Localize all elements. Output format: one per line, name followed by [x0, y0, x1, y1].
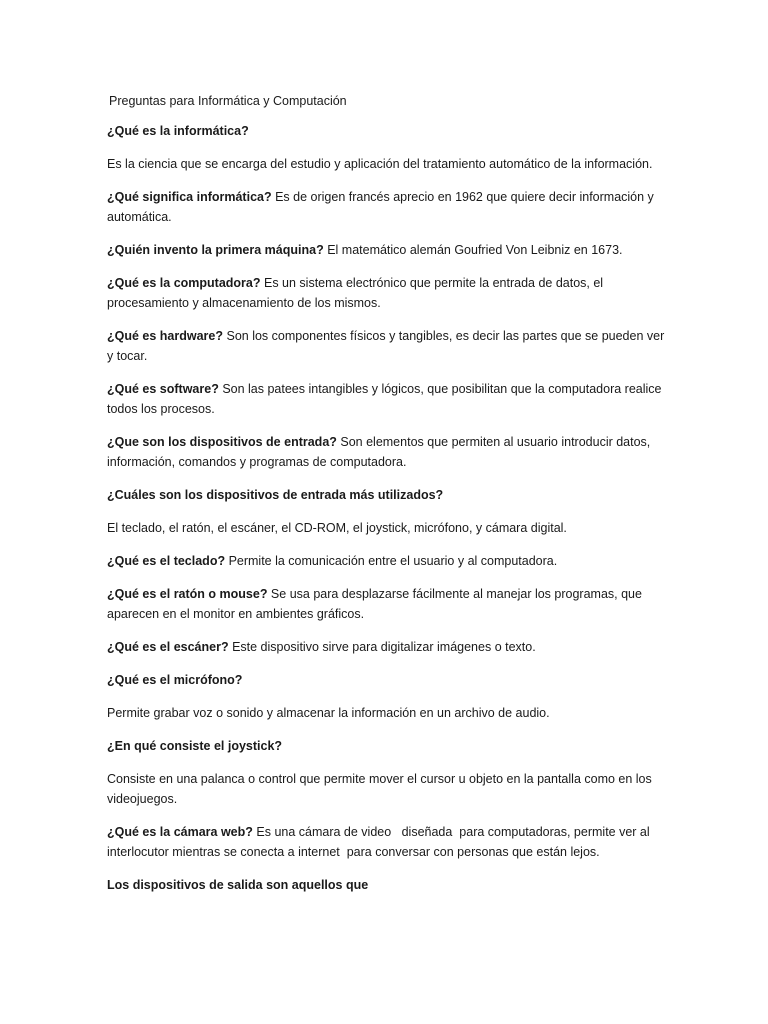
paragraph [107, 121, 667, 141]
document-body [107, 92, 667, 908]
question-text: ¿Qué es el teclado? [107, 554, 226, 568]
answer-text: El matemático alemán Goufried Von Leibniz en 1673. [323, 243, 623, 257]
question-text: ¿Qué es el ratón o mouse? [107, 587, 268, 601]
answer-text: Permite grabar voz o sonido y almacenar la información en un archivo de audio. [107, 706, 550, 720]
paragraph [107, 637, 667, 657]
paragraph [107, 670, 667, 690]
paragraph [107, 485, 667, 505]
paragraph [107, 584, 667, 624]
question-text: ¿Qué es la informática? [107, 124, 249, 138]
paragraph [107, 518, 667, 538]
question-text: ¿Qué es la cámara web? [107, 825, 253, 839]
answer-text: Es una cámara de video diseñada para computadoras, permite ver al interlocutor mientras se conecta a internet para conversar con personas que están lejos. [107, 825, 654, 859]
question-text: Los dispositivos de salida son aquellos que [107, 878, 369, 892]
question-text: ¿Quién invento la primera máquina? [107, 243, 324, 257]
paragraph [107, 326, 667, 366]
paragraph [107, 379, 667, 419]
question-text: ¿Qué es el escáner? [107, 640, 229, 654]
paragraph [107, 875, 667, 895]
document-title: Preguntas para Informática y Computación [109, 94, 347, 108]
answer-text: Son los componentes físicos y tangibles, es decir las partes que se pueden ver y tocar. [107, 329, 665, 363]
paragraph [107, 273, 667, 313]
answer-text: Es de origen francés aprecio en 1962 que quiere decir información y automática. [107, 190, 654, 224]
paragraph [107, 240, 667, 260]
answer-text: Consiste en una palanca o control que permite mover el cursor u objeto en la pantalla como en los videojuegos. [107, 772, 652, 806]
question-text: ¿Cuáles son los dispositivos de entrada más utilizados? [107, 488, 444, 502]
answer-text: El teclado, el ratón, el escáner, el CD-ROM, el joystick, micrófono, y cámara digital. [107, 521, 567, 535]
answer-text: Es un sistema electrónico que permite la entrada de datos, el procesamiento y almacenamiento de los mismos. [107, 276, 604, 310]
answer-text: Son elementos que permiten al usuario introducir datos, información, comandos y programas de computadora. [107, 435, 651, 469]
question-text: ¿Que son los dispositivos de entrada? [107, 435, 337, 449]
paragraph [107, 154, 667, 174]
question-text: ¿Qué es software? [107, 382, 219, 396]
paragraph [107, 432, 667, 472]
paragraph [107, 551, 667, 571]
paragraph [107, 736, 667, 756]
paragraph [107, 769, 667, 809]
question-text: ¿Qué significa informática? [107, 190, 272, 204]
answer-text: Se usa para desplazarse fácilmente al manejar los programas, que aparecen en el monitor en ambientes gráficos. [107, 587, 642, 621]
question-text: ¿Qué es la computadora? [107, 276, 261, 290]
paragraph [107, 187, 667, 227]
answer-text: Este dispositivo sirve para digitalizar imágenes o texto. [228, 640, 536, 654]
question-text: ¿Qué es hardware? [107, 329, 224, 343]
paragraph [107, 703, 667, 723]
answer-text: Es la ciencia que se encarga del estudio y aplicación del tratamiento automático de la información. [107, 157, 653, 171]
question-text: ¿Qué es el micrófono? [107, 673, 243, 687]
answer-text: Son las patees intangibles y lógicos, que posibilitan que la computadora realice todos los procesos. [107, 382, 662, 416]
answer-text: Permite la comunicación entre el usuario y al computadora. [225, 554, 558, 568]
paragraph [107, 822, 667, 862]
question-text: ¿En qué consiste el joystick? [107, 739, 283, 753]
